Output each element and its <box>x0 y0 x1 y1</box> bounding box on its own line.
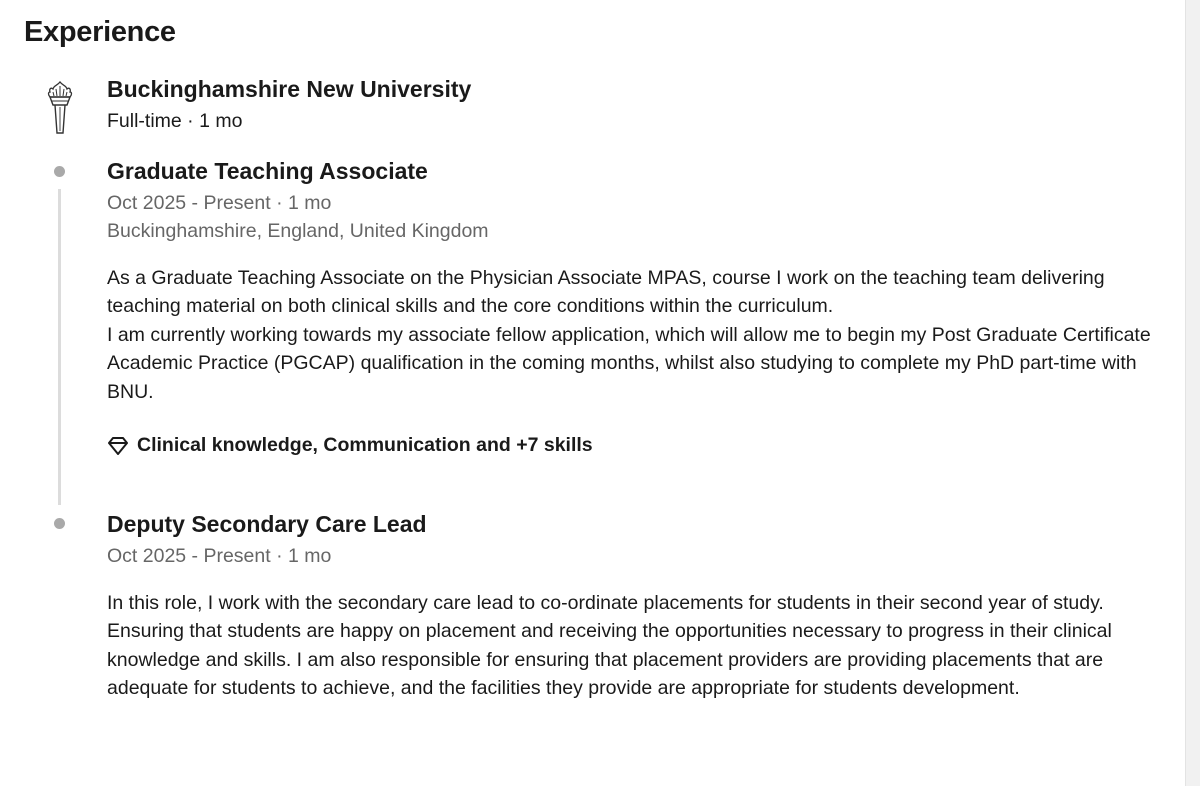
timeline-dot-role-1 <box>54 166 65 177</box>
diamond-icon <box>107 436 129 456</box>
role-description <box>107 264 1157 406</box>
role-description-paragraph: In this role, I work with the secondary care lead to co-ordinate placements for students in their second year of study. <box>107 592 1104 614</box>
timeline-dot-role-2 <box>54 518 65 529</box>
timeline-line <box>58 189 61 505</box>
role-description-paragraph: Ensuring that students are happy on placement and receiving the opportunities necessary to progress in their clinical knowledge and skills. I am also responsible for ensuring that placement providers are providing placements that are adequate for students to achieve, and the facilities they provide are appropriate for students development. <box>107 620 1112 700</box>
section-title: Experience <box>24 16 176 48</box>
role-location: Buckinghamshire, England, United Kingdom <box>107 220 489 242</box>
role-title-graduate-teaching-associate[interactable]: Graduate Teaching Associate <box>107 158 428 184</box>
torch-icon[interactable] <box>44 80 76 136</box>
company-name[interactable]: Buckinghamshire New University <box>107 76 472 102</box>
role-dates: Oct 2025 - Present · 1 mo <box>107 545 332 567</box>
scrollbar[interactable] <box>1185 0 1200 786</box>
role-title-deputy-secondary-care-lead[interactable]: Deputy Secondary Care Lead <box>107 511 427 537</box>
role-description-paragraph: As a Graduate Teaching Associate on the Physician Associate MPAS, course I work on the teaching team delivering teaching material on both clinical skills and the core conditions within the curriculum. <box>107 267 1105 318</box>
skills-link[interactable] <box>107 434 593 457</box>
role-description <box>107 589 1157 703</box>
role-dates: Oct 2025 - Present · 1 mo <box>107 192 332 214</box>
company-employment-meta: Full-time · 1 mo <box>107 110 243 132</box>
skills-text: Clinical knowledge, Communication and +7 skills <box>137 434 593 456</box>
role-description-paragraph: I am currently working towards my associate fellow application, which will allow me to begin my Post Graduate Certificate Academic Practice (PGCAP) qualification in the coming months, whilst also studying to complete my PhD part-time with BNU. <box>107 323 1151 403</box>
